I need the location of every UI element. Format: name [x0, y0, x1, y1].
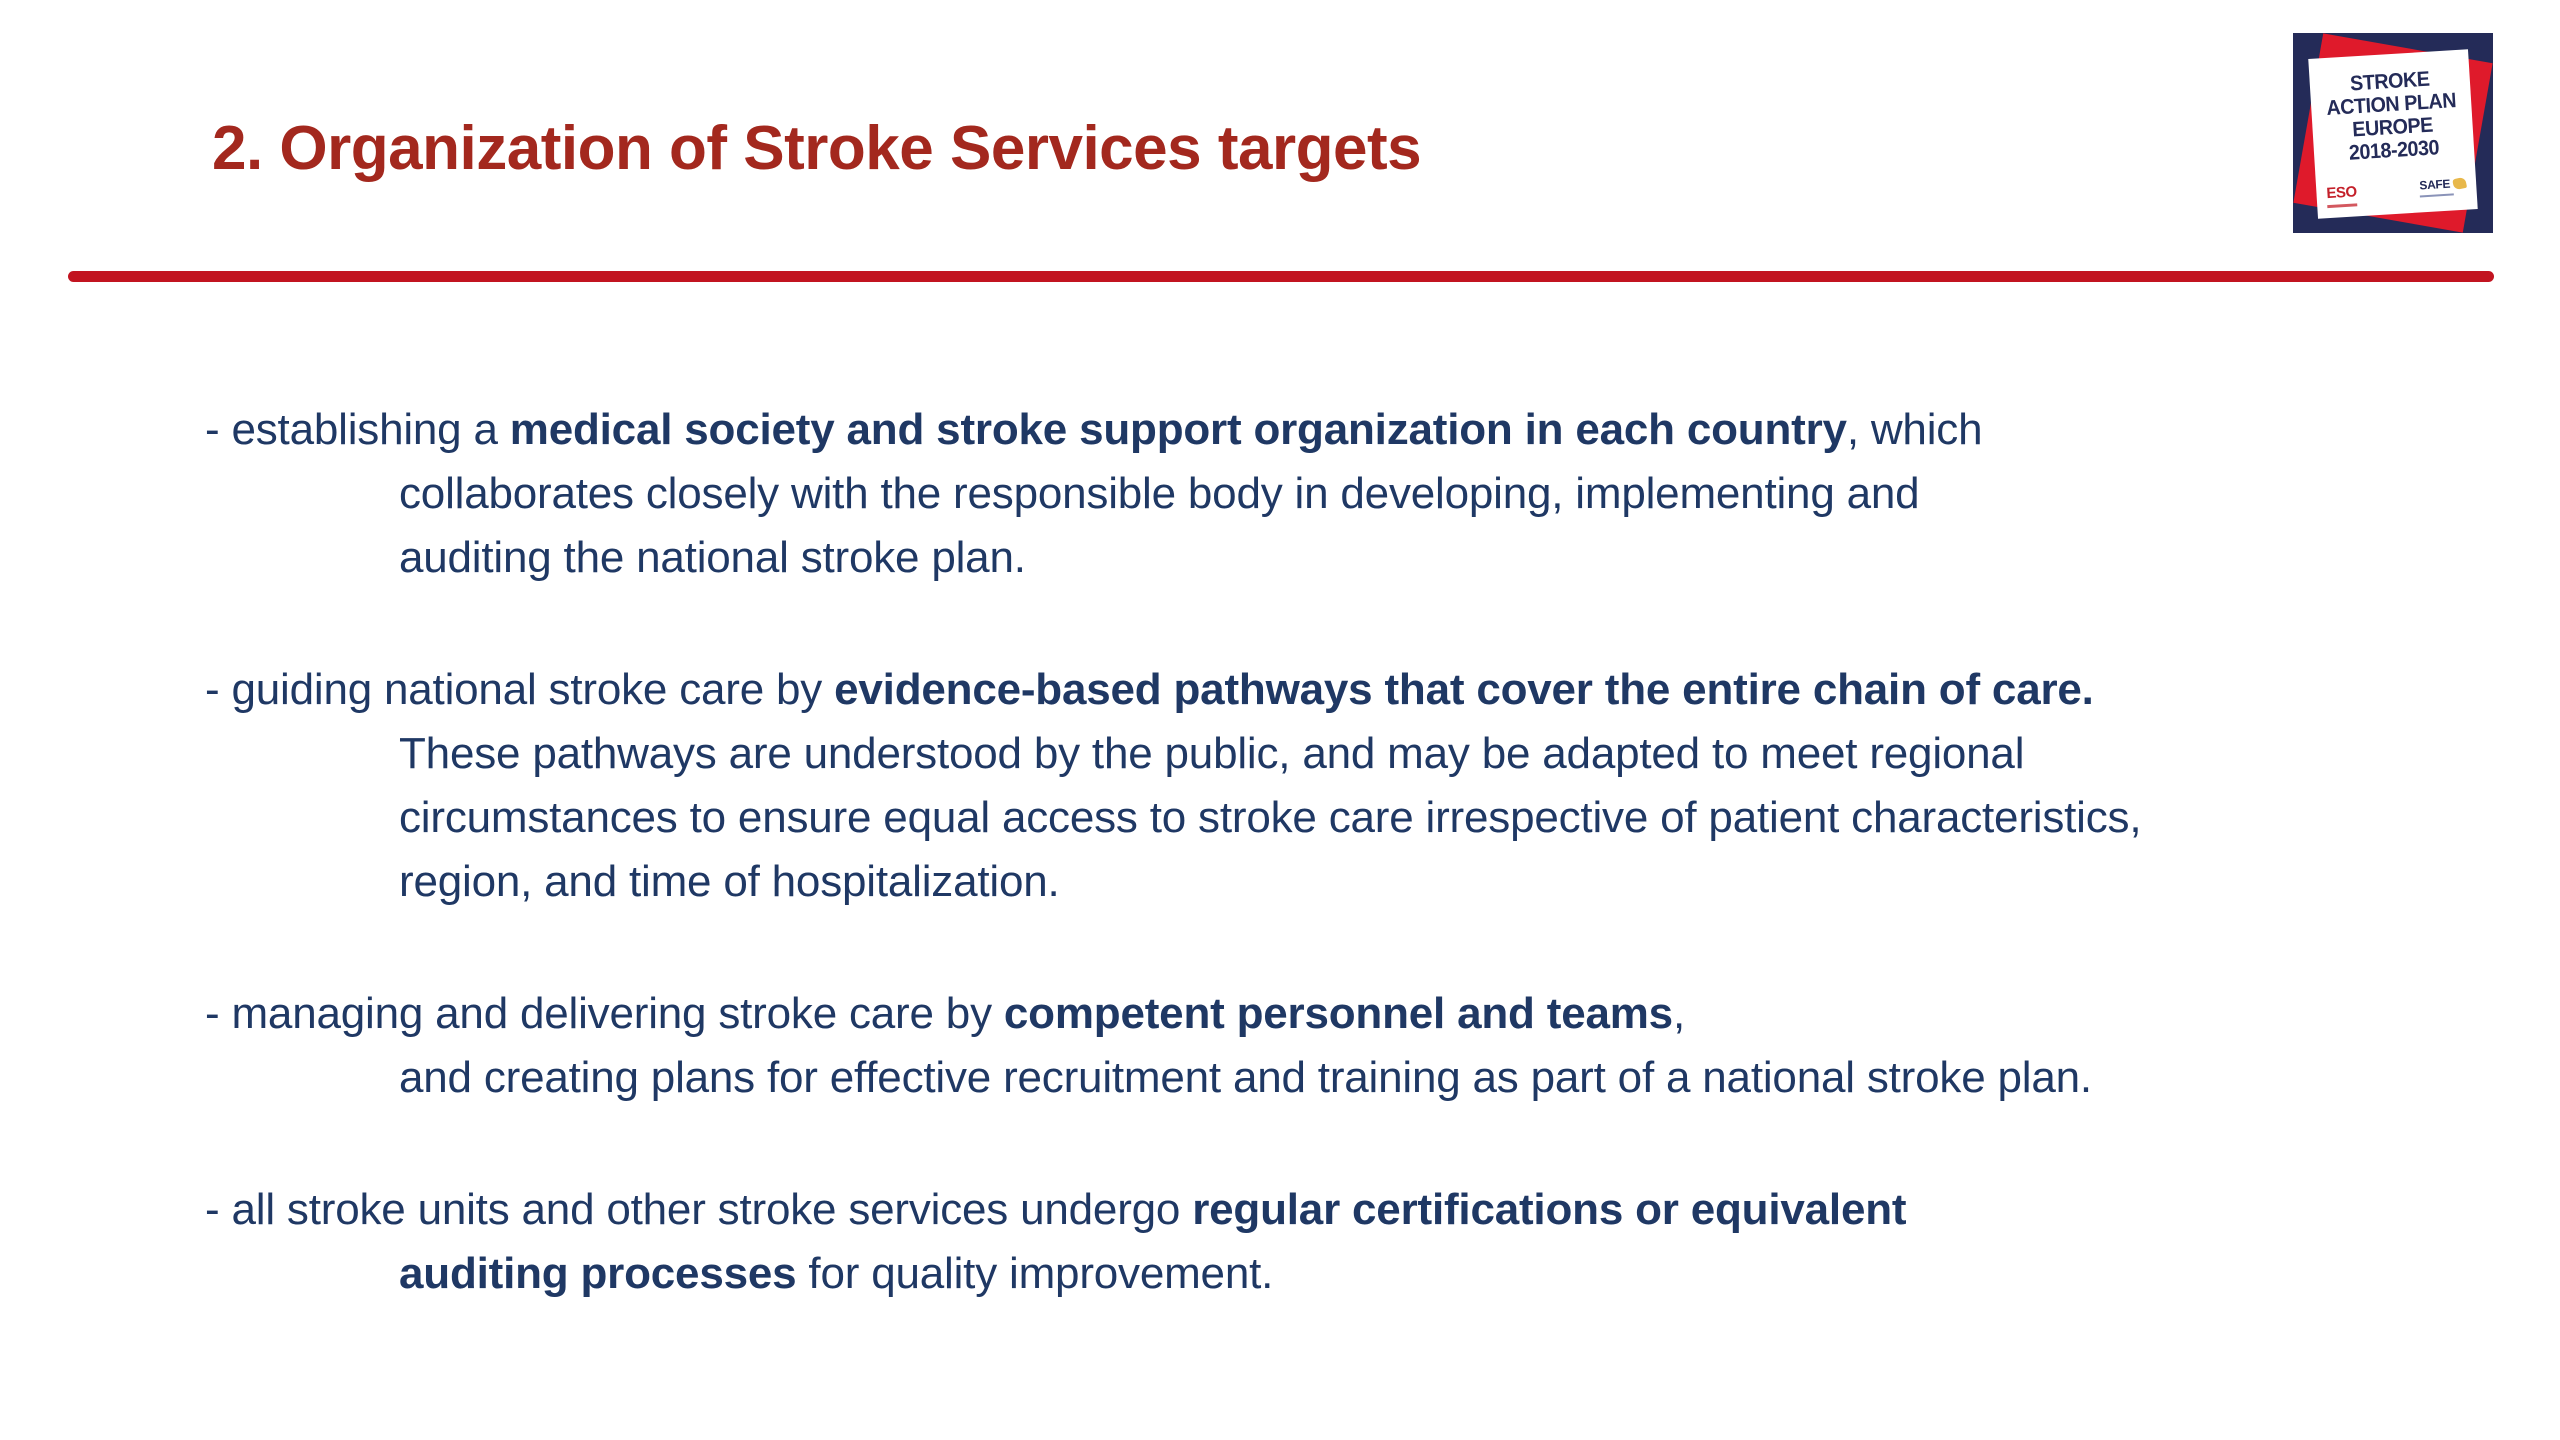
- text-segment: and creating plans for effective recruitment and training as part of a national stroke plan.: [399, 1053, 2092, 1102]
- stroke-action-plan-logo: [2293, 33, 2493, 233]
- logo-title-text: [2314, 66, 2470, 167]
- slide-title: 2. Organization of Stroke Services targets: [212, 114, 1422, 183]
- text-segment: , which: [1846, 405, 1983, 454]
- text-line: [399, 786, 2520, 850]
- text-segment: ,: [1672, 989, 1685, 1038]
- text-segment: for quality improvement.: [796, 1249, 1274, 1298]
- eso-label: ESO: [2325, 183, 2358, 203]
- text-segment: circumstances to ensure equal access to stroke care irrespective of patient characteristics,: [399, 793, 2142, 842]
- logo-text-line: 2018-2030: [2348, 136, 2440, 165]
- safe-figure-icon: [2452, 177, 2467, 190]
- text-line: [399, 526, 2520, 590]
- text-line: [399, 462, 2520, 526]
- bold-text-segment: auditing processes: [399, 1249, 797, 1298]
- eso-logo: [2326, 183, 2358, 208]
- text-segment: collaborates closely with the responsible body in developing, implementing and: [399, 469, 1920, 518]
- safe-label: SAFE: [2418, 176, 2451, 193]
- bold-text-segment: regular certifications or equivalent: [1192, 1185, 1907, 1234]
- text-line: [399, 850, 2520, 914]
- body-text: [205, 398, 2520, 1306]
- paragraph: [205, 658, 2520, 914]
- text-segment: - managing and delivering stroke care by: [205, 989, 1004, 1038]
- logo-text-line: STROKE: [2349, 67, 2431, 96]
- bold-text-segment: medical society and stroke support organization in each country: [509, 405, 1847, 454]
- text-segment: - establishing a: [205, 405, 510, 454]
- logo-partner-row: [2326, 177, 2467, 209]
- text-line: [205, 982, 2520, 1046]
- text-line: [205, 1178, 2520, 1242]
- text-line: [399, 722, 2520, 786]
- paragraph: [205, 398, 2520, 590]
- bold-text-segment: competent personnel and teams: [1003, 989, 1673, 1038]
- text-line: [399, 1242, 2520, 1306]
- safe-subtext-bar: [2420, 193, 2454, 197]
- bold-text-segment: evidence-based pathways that cover the entire chain of care.: [834, 665, 2094, 714]
- title-divider-line: [68, 271, 2494, 282]
- text-segment: - guiding national stroke care by: [205, 665, 835, 714]
- text-segment: region, and time of hospitalization.: [399, 857, 1060, 906]
- paragraph: [205, 982, 2520, 1110]
- paragraph: [205, 1178, 2520, 1306]
- logo-white-square: [2308, 49, 2477, 218]
- safe-logo: [2419, 177, 2467, 198]
- eso-subtext-bar: [2327, 203, 2357, 208]
- logo-text-line: EUROPE: [2351, 113, 2434, 142]
- text-segment: - all stroke units and other stroke services undergo: [205, 1185, 1193, 1234]
- logo-text-line: ACTION PLAN: [2325, 89, 2457, 120]
- text-line: [205, 658, 2520, 722]
- text-line: [399, 1046, 2520, 1110]
- text-segment: auditing the national stroke plan.: [399, 533, 1026, 582]
- text-segment: These pathways are understood by the public, and may be adapted to meet regional: [399, 729, 2025, 778]
- text-line: [205, 398, 2520, 462]
